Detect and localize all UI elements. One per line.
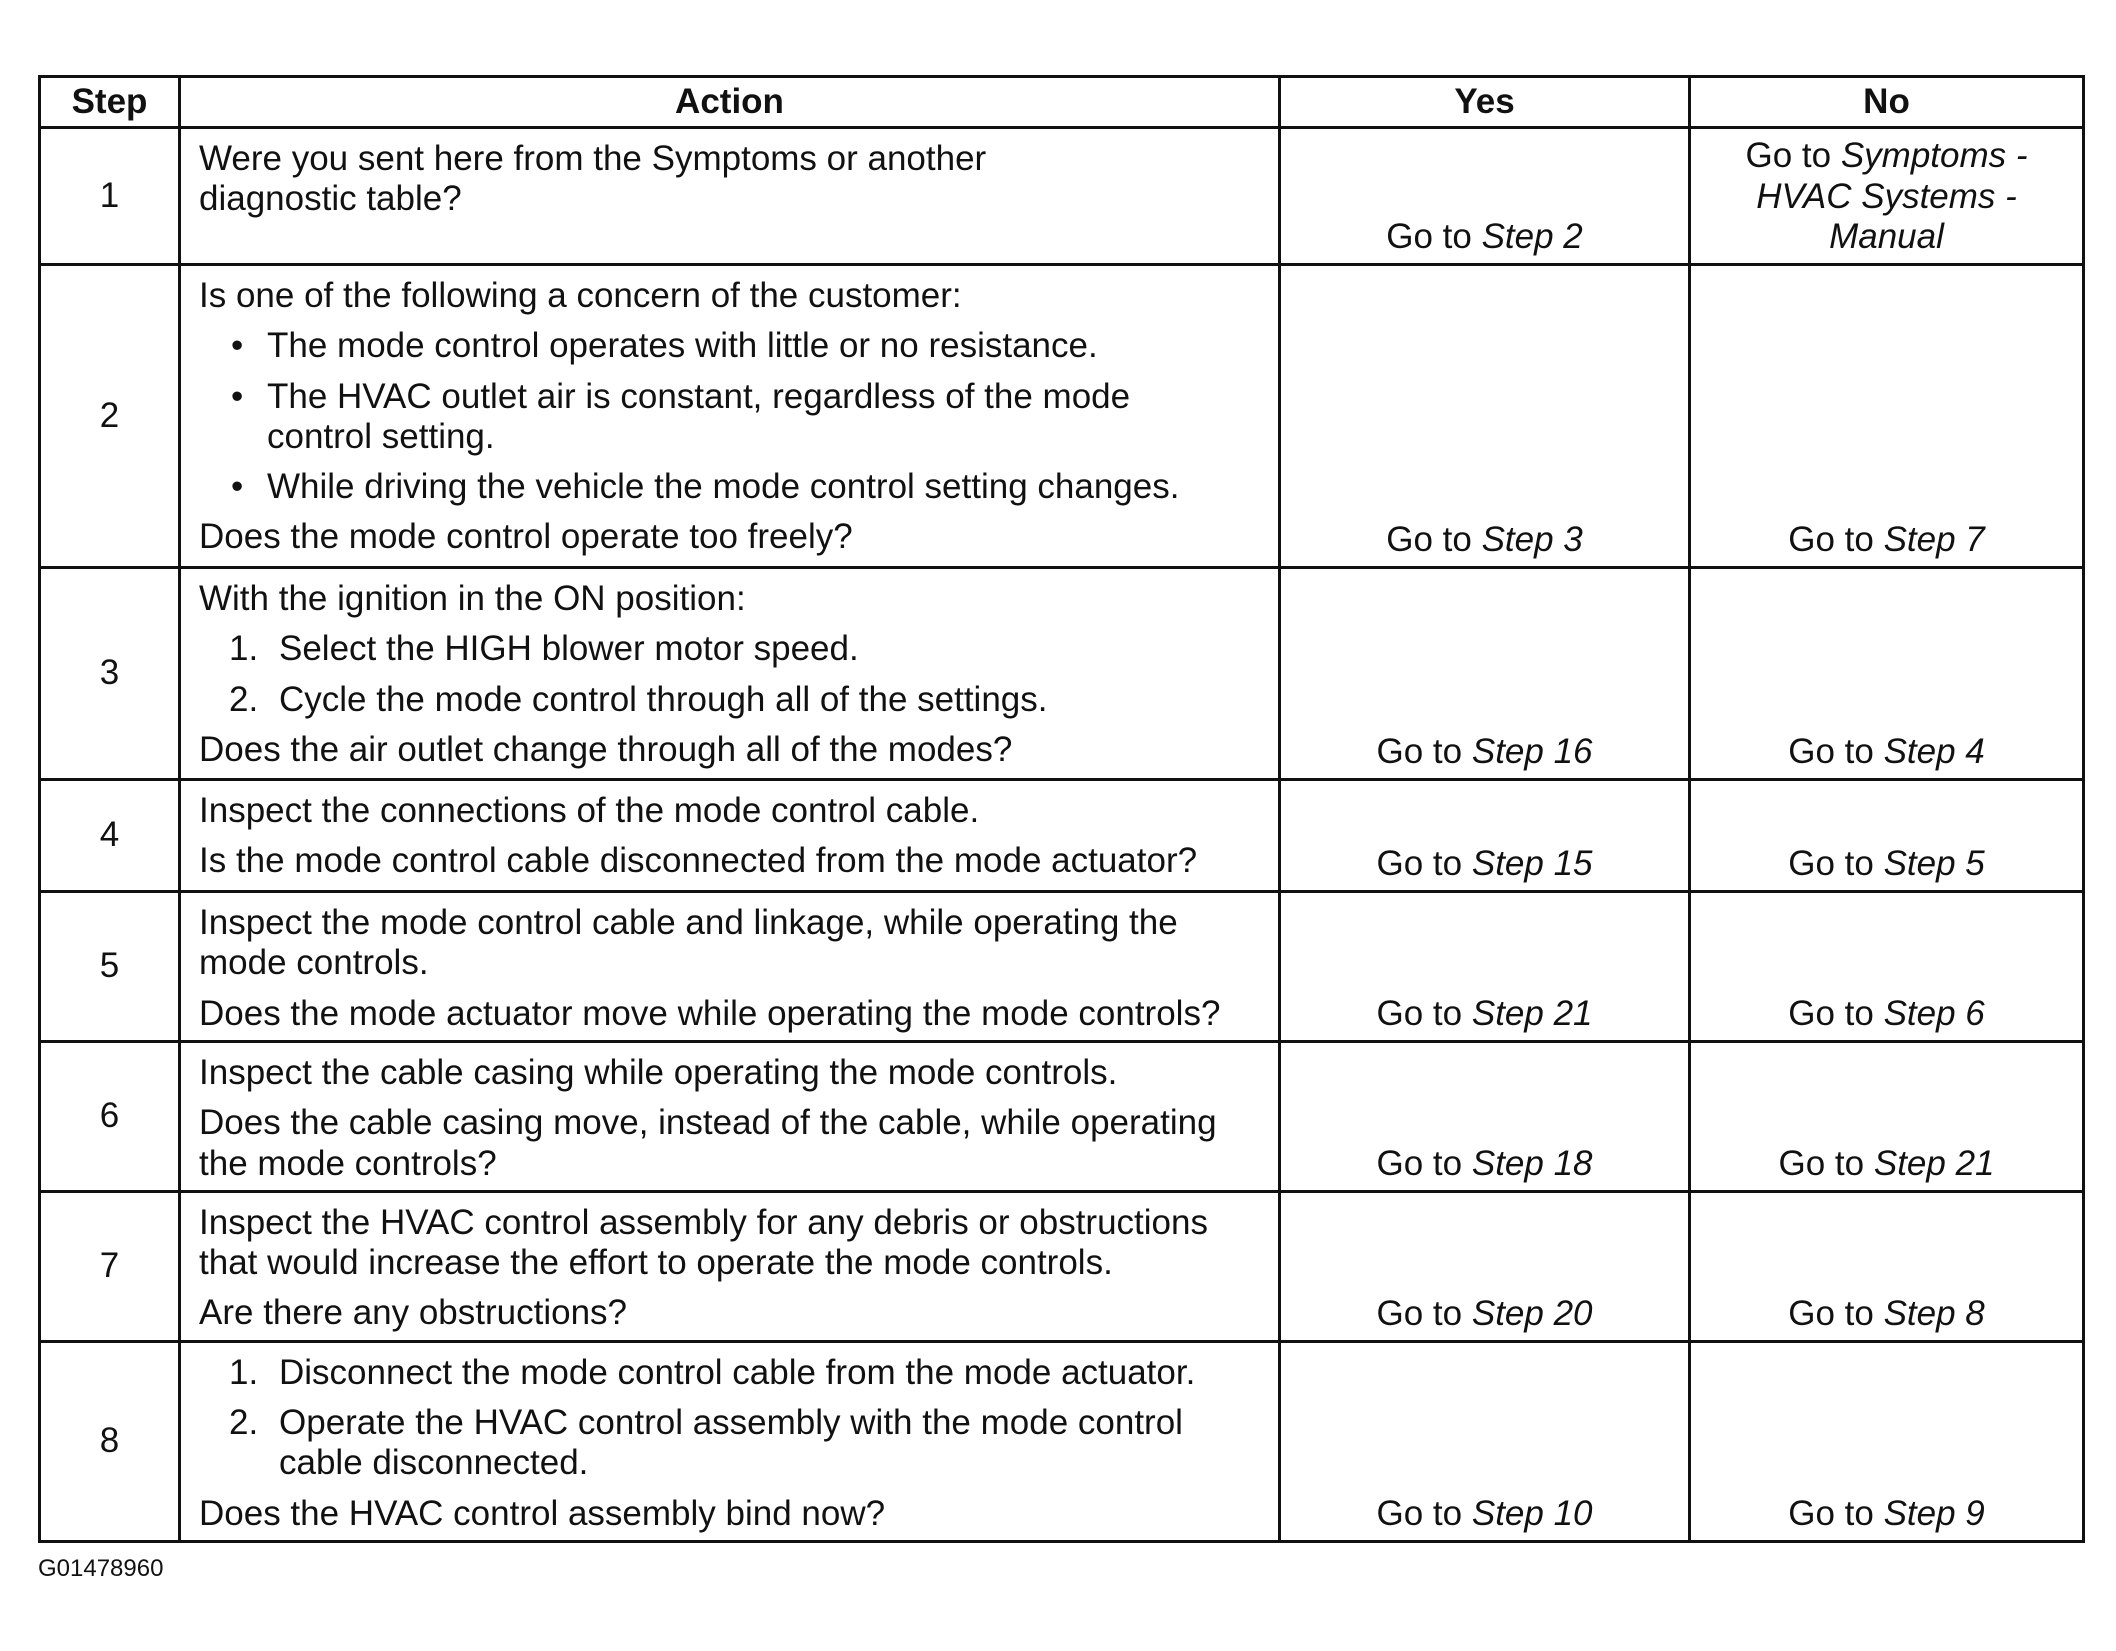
no-prefix: Go to (1788, 1493, 1874, 1533)
no-target: Step 9 (1883, 1493, 1985, 1533)
action-cell (180, 780, 1280, 892)
no-prefix: Go to (1788, 731, 1874, 771)
item-number: 2. (229, 1403, 259, 1442)
no-prefix: Go to (1745, 136, 1832, 176)
step-number: 4 (40, 780, 180, 892)
yes-prefix: Go to (1376, 1143, 1463, 1183)
yes-cell (1280, 568, 1690, 780)
step-number: 6 (40, 1042, 180, 1192)
table-row-step-7 (40, 1191, 2084, 1341)
table-row-step-1 (40, 128, 2084, 265)
table-row-step-6 (40, 1042, 2084, 1192)
no-target: Step 7 (1883, 519, 1985, 559)
table-row-step-8 (40, 1341, 2084, 1541)
yes-target: Step 16 (1471, 731, 1593, 771)
step-number: 1 (40, 128, 180, 265)
yes-cell (1280, 1341, 1690, 1541)
no-target: Step 8 (1883, 1293, 1985, 1333)
no-cell (1690, 780, 2084, 892)
yes-cell (1280, 892, 1690, 1042)
numbered-list (199, 629, 1260, 720)
numbered-item (199, 1403, 1199, 1484)
yes-prefix: Go to (1376, 843, 1463, 883)
item-text: Select the HIGH blower motor speed. (279, 629, 859, 669)
yes-prefix: Go to (1386, 216, 1472, 256)
yes-cell (1280, 265, 1690, 568)
no-target: Step 6 (1883, 993, 1985, 1033)
header-action: Action (180, 77, 1280, 128)
action-question: Does the HVAC control assembly bind now? (199, 1493, 886, 1533)
item-number: 1. (229, 629, 259, 669)
yes-cell (1280, 1191, 1690, 1341)
yes-target: Step 10 (1471, 1493, 1593, 1533)
table-row-step-3 (40, 568, 2084, 780)
header-yes: Yes (1280, 77, 1690, 128)
bullet-list (199, 326, 1260, 507)
no-prefix: Go to (1788, 843, 1874, 883)
yes-target: Step 20 (1471, 1293, 1593, 1333)
action-question: Does the cable casing move, instead of the cable, while operating the mode controls? (199, 1103, 1217, 1183)
step-number: 5 (40, 892, 180, 1042)
step-number: 7 (40, 1191, 180, 1341)
action-cell (180, 1191, 1280, 1341)
action-cell (180, 1042, 1280, 1192)
action-cell (180, 128, 1280, 265)
bullet-mark: • (231, 326, 244, 366)
figure-id: G01478960 (38, 1555, 164, 1582)
action-cell (180, 1341, 1280, 1541)
action-intro: Is one of the following a concern of the customer: (199, 276, 962, 315)
action-question: Does the mode actuator move while operating the mode controls? (199, 993, 1221, 1033)
action-question: Does the mode control operate too freely? (199, 517, 853, 557)
table-row-step-2 (40, 265, 2084, 568)
no-target: Step 21 (1873, 1143, 1995, 1183)
yes-cell (1280, 780, 1690, 892)
step-number: 2 (40, 265, 180, 568)
bullet-mark: • (231, 467, 244, 506)
action-question: Is the mode control cable disconnected from the mode actuator? (199, 841, 1198, 881)
item-number: 2. (229, 679, 259, 719)
no-cell (1690, 568, 2084, 780)
action-cell (180, 265, 1280, 568)
action-text: Inspect the mode control cable and linkage, while operating the mode controls. (199, 903, 1178, 983)
item-text: Operate the HVAC control assembly with the mode control cable disconnected. (279, 1403, 1183, 1483)
bullet-mark: • (231, 376, 244, 416)
header-step: Step (40, 77, 180, 128)
numbered-item (199, 1353, 1260, 1393)
action-cell (180, 892, 1280, 1042)
yes-cell (1280, 1042, 1690, 1192)
yes-prefix: Go to (1376, 993, 1463, 1033)
numbered-item (199, 680, 1260, 720)
bullet-text: The mode control operates with little or no resistance. (267, 326, 1098, 366)
numbered-item (199, 629, 1260, 669)
bullet-item (199, 467, 1260, 507)
action-intro: With the ignition in the ON position: (199, 579, 746, 618)
action-question: Does the air outlet change through all of the modes? (199, 729, 1013, 769)
bullet-item (199, 326, 1260, 366)
yes-prefix: Go to (1376, 1293, 1463, 1333)
yes-cell (1280, 128, 1690, 265)
no-target: Step 5 (1883, 843, 1985, 883)
table-row-step-4 (40, 780, 2084, 892)
header-no: No (1690, 77, 2084, 128)
yes-target: Step 18 (1471, 1143, 1593, 1183)
bullet-item (199, 377, 1167, 458)
action-text: Inspect the HVAC control assembly for any debris or obstructions that would increase the effort to operate the mode controls. (199, 1202, 1208, 1282)
yes-target: Step 15 (1471, 843, 1593, 883)
no-cell (1690, 128, 2084, 265)
action-question: Are there any obstructions? (199, 1293, 628, 1333)
yes-prefix: Go to (1376, 1493, 1463, 1533)
no-cell (1690, 1341, 2084, 1541)
item-number: 1. (229, 1352, 259, 1392)
yes-prefix: Go to (1386, 519, 1472, 559)
numbered-list (199, 1353, 1260, 1484)
diagnostic-table (38, 75, 2085, 1543)
step-number: 8 (40, 1341, 180, 1541)
no-prefix: Go to (1778, 1143, 1865, 1183)
no-cell (1690, 1191, 2084, 1341)
bullet-text: While driving the vehicle the mode control setting changes. (267, 467, 1180, 506)
yes-prefix: Go to (1376, 731, 1463, 771)
table-row-step-5 (40, 892, 2084, 1042)
no-prefix: Go to (1788, 993, 1874, 1033)
action-text: Were you sent here from the Symptoms or another diagnostic table? (199, 139, 987, 219)
table-header-row (40, 77, 2084, 128)
action-text: Inspect the connections of the mode control cable. (199, 791, 980, 830)
yes-target: Step 3 (1481, 519, 1583, 559)
no-prefix: Go to (1788, 519, 1874, 559)
bullet-text: The HVAC outlet air is constant, regardless of the mode control setting. (267, 376, 1131, 456)
no-target: Step 4 (1883, 731, 1985, 771)
no-cell (1690, 265, 2084, 568)
item-text: Disconnect the mode control cable from the mode actuator. (279, 1352, 1196, 1392)
no-cell (1690, 892, 2084, 1042)
no-target: Symptoms - HVAC Systems - Manual (1756, 136, 2028, 256)
yes-target: Step 2 (1481, 216, 1583, 256)
no-prefix: Go to (1788, 1293, 1874, 1333)
yes-target: Step 21 (1471, 993, 1593, 1033)
action-cell (180, 568, 1280, 780)
no-cell (1690, 1042, 2084, 1192)
step-number: 3 (40, 568, 180, 780)
item-text: Cycle the mode control through all of the settings. (279, 679, 1048, 719)
action-text: Inspect the cable casing while operating the mode controls. (199, 1053, 1118, 1092)
